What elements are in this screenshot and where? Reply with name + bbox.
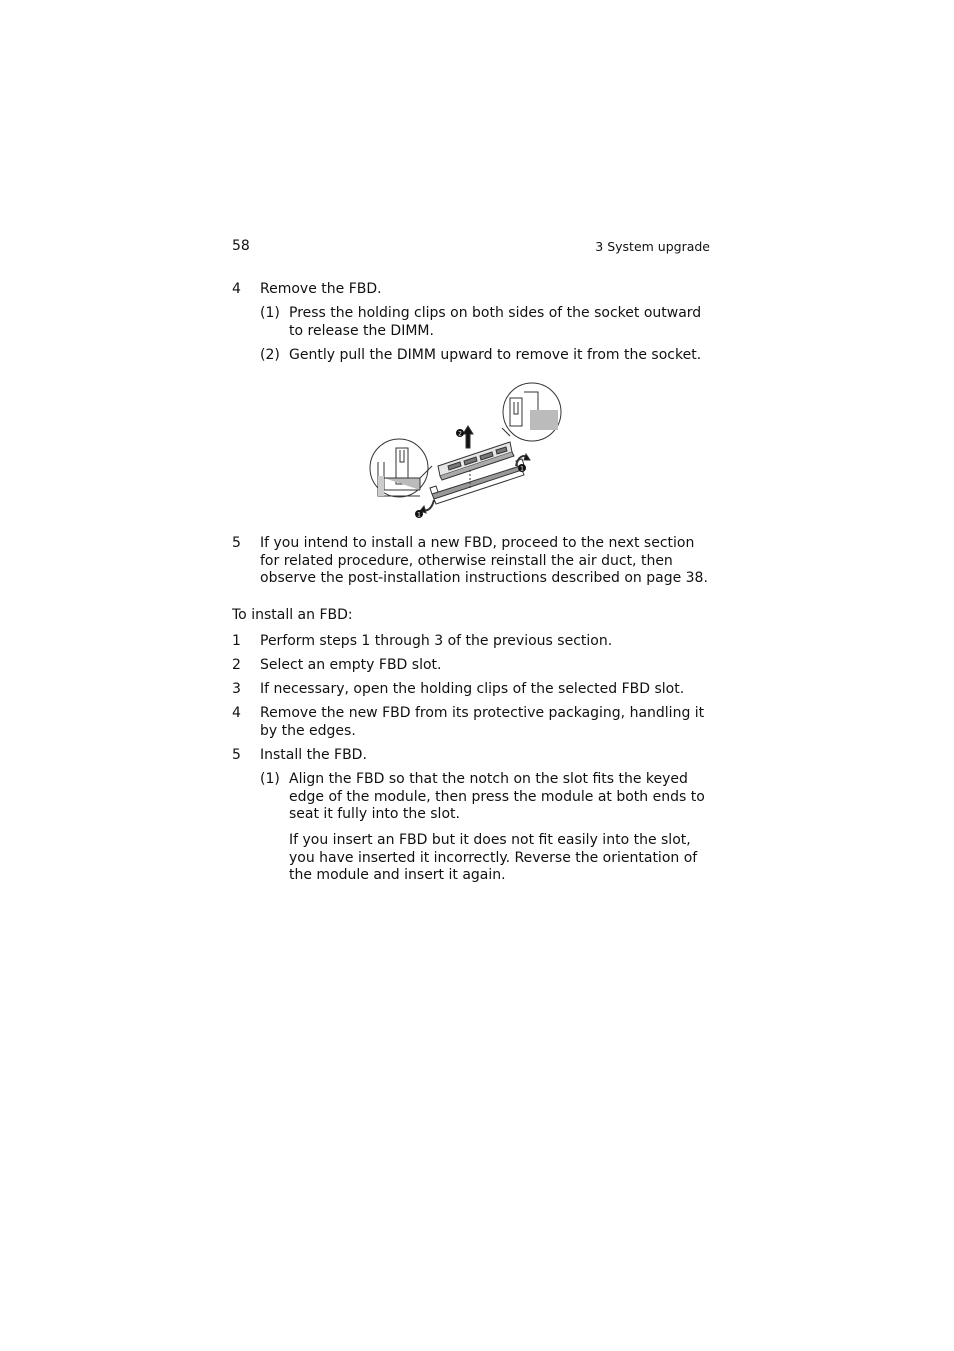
step-text: Remove the new FBD from its protective packaging, handling it by the edges. — [260, 705, 705, 739]
install-note: If you insert an FBD but it does not fit easily into the slot, you have inserted it incorrectly. Reverse the orientation of the module and insert it again. — [289, 832, 698, 883]
step-text: Perform steps 1 through 3 of the previous section. — [260, 633, 613, 649]
callout-2 — [456, 429, 464, 438]
step-number: 1 — [232, 633, 241, 649]
svg-text:1: 1 — [417, 511, 421, 519]
left-clip-detail — [370, 439, 432, 497]
substep-text: Gently pull the DIMM upward to remove it from the socket. — [289, 347, 702, 363]
up-arrow-icon — [463, 426, 473, 448]
substep-number: (2) — [260, 347, 280, 363]
page-number: 58 — [232, 238, 250, 254]
step-text: Select an empty FBD slot. — [260, 657, 442, 673]
callout-1-left — [415, 510, 423, 519]
step-number: 3 — [232, 681, 241, 697]
step-number: 4 — [232, 281, 241, 297]
running-header: 3 System upgrade — [595, 239, 710, 254]
substep-text: Align the FBD so that the notch on the slot fits the keyed edge of the module, then press the module at both ends to seat it fully into the slot. — [289, 771, 705, 822]
substep-number: (1) — [260, 771, 280, 787]
dimm-removal-figure — [360, 378, 570, 523]
step-text: If you intend to install a new FBD, proceed to the next section for related procedure, otherwise reinstall the air duct, then observe the post-installation instructions described on page 38. — [260, 535, 708, 586]
substep-number: (1) — [260, 305, 280, 321]
step-text: If necessary, open the holding clips of the selected FBD slot. — [260, 681, 685, 697]
step-text: Remove the FBD. — [260, 281, 382, 297]
callout-1-right — [518, 464, 526, 473]
svg-text:2: 2 — [458, 430, 462, 438]
step-number: 2 — [232, 657, 241, 673]
right-clip-detail — [502, 383, 561, 441]
step-number: 5 — [232, 535, 241, 551]
svg-text:1: 1 — [520, 465, 524, 473]
step-number: 5 — [232, 747, 241, 763]
step-number: 4 — [232, 705, 241, 721]
step-text: Install the FBD. — [260, 747, 367, 763]
install-heading: To install an FBD: — [232, 607, 353, 623]
substep-text: Press the holding clips on both sides of the socket outward to release the DIMM. — [289, 305, 702, 339]
